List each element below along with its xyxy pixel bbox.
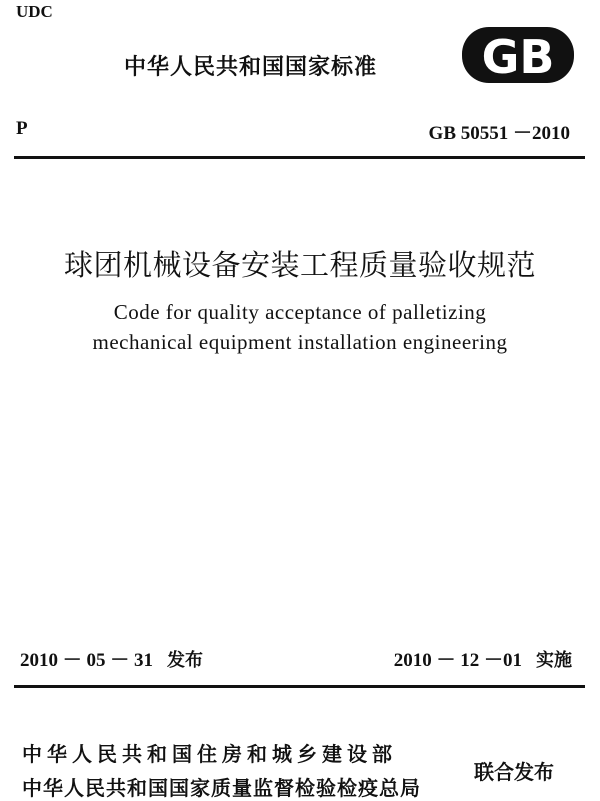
effective-date-block <box>394 645 572 672</box>
national-standard-heading: 中华人民共和国国家标准 <box>124 55 378 80</box>
title-english-line2: mechanical equipment installation engineering <box>92 330 508 354</box>
classification-code: P <box>16 118 28 139</box>
effective-label: 实施 <box>536 650 572 671</box>
publisher-ministry: 中华人民共和国住房和城乡建设部 <box>22 742 397 766</box>
issue-date: 2010 － 05 － 31 <box>20 650 154 671</box>
gb-logo-icon <box>460 24 576 86</box>
issue-label: 发布 <box>167 650 204 671</box>
title-english-line1: Code for quality acceptance of palletizing <box>113 300 487 324</box>
effective-date: 2010 － 12 －01 <box>393 650 522 671</box>
bottom-divider <box>14 685 585 688</box>
top-divider <box>14 156 585 159</box>
joint-issue-label: 联合发布 <box>474 760 554 784</box>
title-chinese: 球团机械设备安装工程质量验收规范 <box>63 248 536 282</box>
gb-logo-text: GB <box>481 30 555 84</box>
standard-number: GB 50551 －2010 <box>428 123 570 144</box>
issue-date-block <box>20 645 203 672</box>
udc-label: UDC <box>16 2 53 21</box>
publisher-aqsiq: 中华人民共和国国家质量监督检验检疫总局 <box>22 776 421 800</box>
